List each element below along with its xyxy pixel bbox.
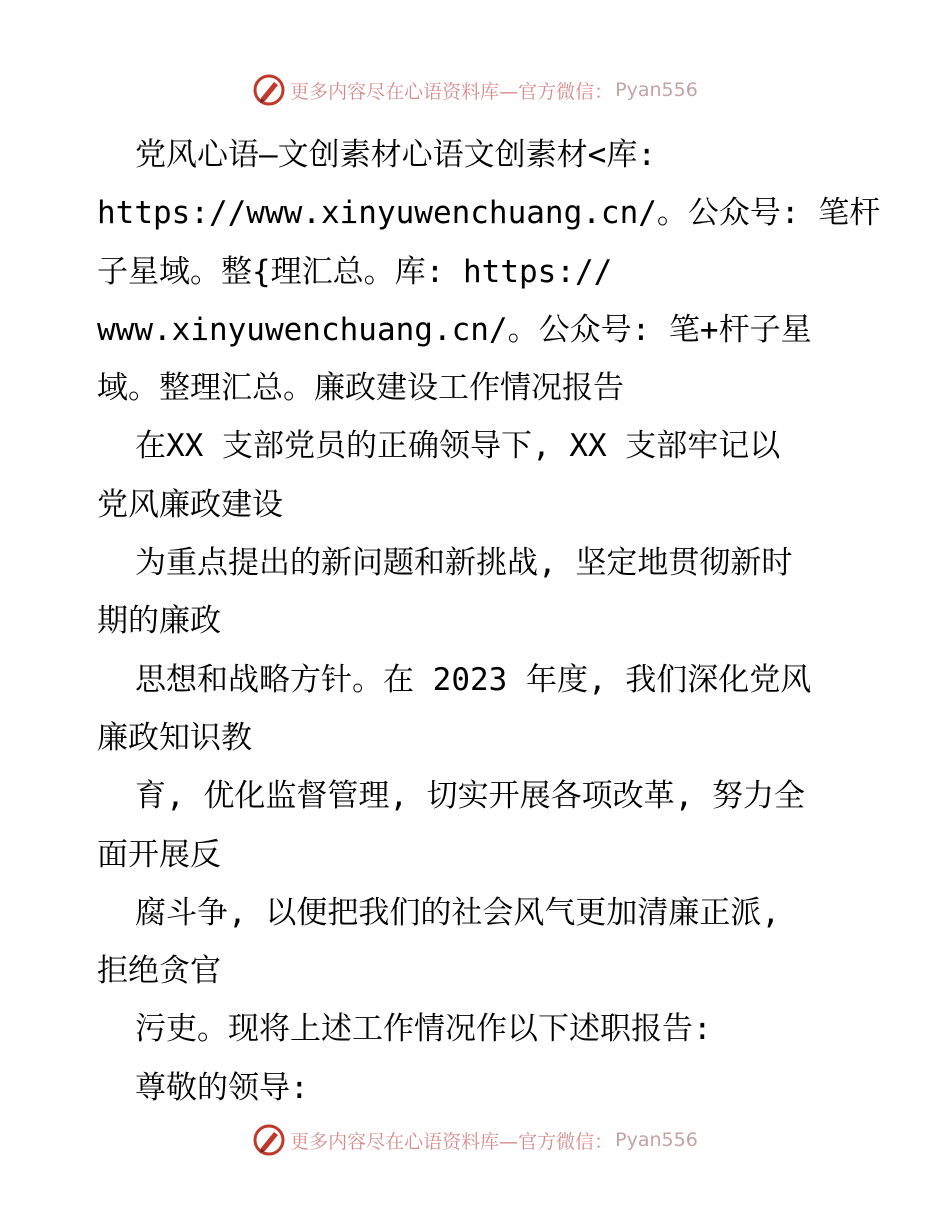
footer-banner <box>0 1120 950 1160</box>
text-line: 思想和战略方针。在 2023 年度, 我们深化党风 <box>135 661 812 698</box>
text-line: 为重点提出的新问题和新挑战, 坚定地贯彻新时 <box>135 545 793 582</box>
pen-logo-icon <box>252 73 286 107</box>
text-line: 期的廉政 <box>97 603 221 640</box>
text-line: 面开展反 <box>97 836 221 873</box>
text-line: 廉政知识教 <box>97 719 252 756</box>
text-line: 党风心语—文创素材心语文创素材<库: <box>135 137 656 173</box>
text-line: 子星域。整{理汇总。库: https:// <box>97 253 613 290</box>
text-line: 腐斗争, 以便把我们的社会风气更加清廉正派, <box>135 894 780 931</box>
text-line: 污吏。现将上述工作情况作以下述职报告: <box>135 1011 712 1048</box>
text-line: 育, 优化监督管理, 切实开展各项改革, 努力全 <box>135 778 805 815</box>
document-body <box>97 126 881 1117</box>
text-line: 党风廉政建设 <box>97 486 283 523</box>
banner-text: 更多内容尽在心语资料库—官方微信： <box>290 1130 614 1153</box>
text-line: 拒绝贪官 <box>97 953 221 990</box>
banner-wechat-id: Pyan556 <box>615 1129 698 1151</box>
pen-logo-icon <box>252 1123 286 1157</box>
text-line: 在XX 支部党员的正确领导下, XX 支部牢记以 <box>135 428 781 465</box>
banner-text: 更多内容尽在心语资料库—官方微信： <box>290 80 614 103</box>
text-line: https://www.xinyuwenchuang.cn/。公众号: 笔杆 <box>97 195 881 232</box>
text-line: 尊敬的领导: <box>135 1069 309 1106</box>
header-banner <box>0 70 950 110</box>
text-line: 域。整理汇总。廉政建设工作情况报告 <box>97 370 624 407</box>
banner-wechat-id: Pyan556 <box>615 79 698 101</box>
text-line: www.xinyuwenchuang.cn/。公众号: 笔+杆子星 <box>97 311 812 348</box>
